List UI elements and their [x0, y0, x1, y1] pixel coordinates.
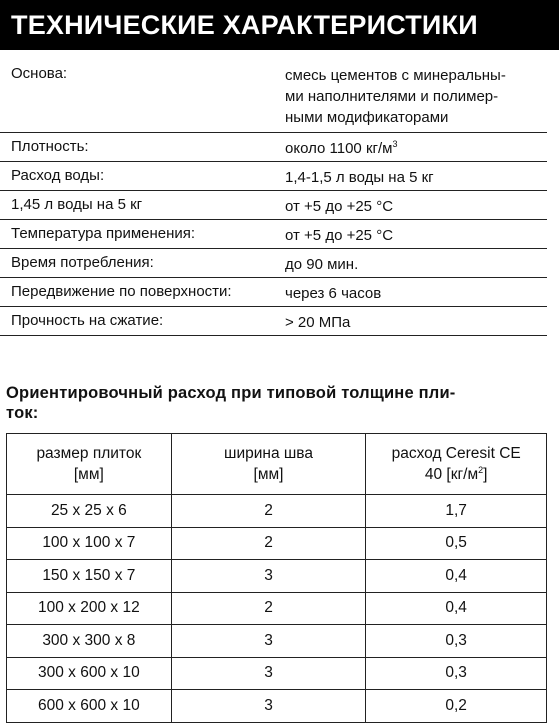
spec-label: Плотность:: [11, 138, 89, 155]
spec-value: до 90 мин.: [285, 256, 359, 273]
spec-value: через 6 часов: [285, 285, 382, 302]
cell-tile-size: 300 x 300 x 8: [7, 625, 172, 658]
spec-value: 1,4-1,5 л воды на 5 кг: [285, 169, 434, 186]
table-header-row: [7, 434, 547, 495]
consumption-title-line: ток:: [6, 404, 39, 422]
cell-tile-size: 600 x 600 x 10: [7, 690, 172, 723]
header-line: размер плиток: [36, 445, 142, 462]
spec-label: Прочность на сжатие:: [11, 312, 164, 329]
spec-label: Температура применения:: [11, 225, 196, 242]
cell-joint-width: 2: [171, 527, 366, 560]
spec-label: 1,45 л воды на 5 кг: [11, 196, 143, 213]
unit-superscript: 2: [478, 464, 484, 475]
spec-value: от +5 до +25 °С: [285, 227, 394, 244]
cell-joint-width: 3: [171, 657, 366, 690]
spec-row-density: [0, 133, 547, 162]
column-header-consumption: [366, 434, 547, 495]
section-title-text: ТЕХНИЧЕСКИЕ ХАРАКТЕРИСТИКИ: [11, 10, 478, 40]
spec-row-walkable: [0, 278, 547, 307]
consumption-title: [6, 383, 551, 423]
spec-row-water: [0, 162, 547, 191]
spec-row-temperature: [0, 220, 547, 249]
unit-superscript: 3: [392, 139, 398, 149]
spec-list: [0, 57, 547, 336]
table-row: [7, 560, 547, 593]
cell-joint-width: 3: [171, 560, 366, 593]
table-row: [7, 592, 547, 625]
spec-value-line: ми наполнителями и полимер-: [285, 88, 499, 105]
cell-joint-width: 2: [171, 592, 366, 625]
spec-value: [285, 138, 547, 159]
cell-consumption: 1,7: [366, 495, 547, 528]
cell-joint-width: 3: [171, 690, 366, 723]
table-row: [7, 657, 547, 690]
header-text: ]: [483, 466, 488, 483]
table-row: [7, 625, 547, 658]
cell-tile-size: 300 x 600 x 10: [7, 657, 172, 690]
spec-row-pot-life: [0, 249, 547, 278]
spec-value: > 20 МПа: [285, 314, 351, 331]
header-line: ширина шва: [224, 445, 313, 462]
spec-label: Время потребления:: [11, 254, 154, 271]
cell-consumption: 0,3: [366, 657, 547, 690]
spec-label: Основа:: [11, 65, 68, 82]
spec-value-line: ными модификаторами: [285, 109, 449, 126]
cell-consumption: 0,3: [366, 625, 547, 658]
cell-tile-size: 100 x 200 x 12: [7, 592, 172, 625]
spec-label: Передвижение по поверхности:: [11, 283, 232, 300]
cell-joint-width: 3: [171, 625, 366, 658]
table-row: [7, 527, 547, 560]
spec-row-water-ratio: [0, 191, 547, 220]
header-text: 40 [кг/м: [424, 466, 479, 483]
cell-joint-width: 2: [171, 495, 366, 528]
spec-value-text: около 1100 кг/м: [285, 140, 393, 157]
header-line: [мм]: [73, 466, 104, 483]
spec-value-line: смесь цементов с минеральны-: [285, 67, 506, 84]
cell-tile-size: 25 x 25 x 6: [7, 495, 172, 528]
spec-value: [285, 65, 547, 128]
cell-consumption: 0,4: [366, 592, 547, 625]
spec-label: Расход воды:: [11, 167, 105, 184]
cell-tile-size: 150 x 150 x 7: [7, 560, 172, 593]
spec-row-base: [0, 57, 547, 133]
cell-tile-size: 100 x 100 x 7: [7, 527, 172, 560]
cell-consumption: 0,4: [366, 560, 547, 593]
section-title: [0, 0, 559, 50]
column-header-tile-size: [7, 434, 172, 495]
table-row: [7, 690, 547, 723]
cell-consumption: 0,5: [366, 527, 547, 560]
header-line: [366, 464, 546, 485]
header-line: расход Ceresit CE: [391, 445, 521, 462]
spec-value: от +5 до +25 °С: [285, 198, 394, 215]
consumption-title-line: Ориентировочный расход при типовой толщине пли-: [6, 384, 456, 402]
spec-row-strength: [0, 307, 547, 336]
column-header-joint-width: [171, 434, 366, 495]
table-row: [7, 495, 547, 528]
consumption-table: [6, 433, 547, 723]
cell-consumption: 0,2: [366, 690, 547, 723]
header-line: [мм]: [253, 466, 284, 483]
